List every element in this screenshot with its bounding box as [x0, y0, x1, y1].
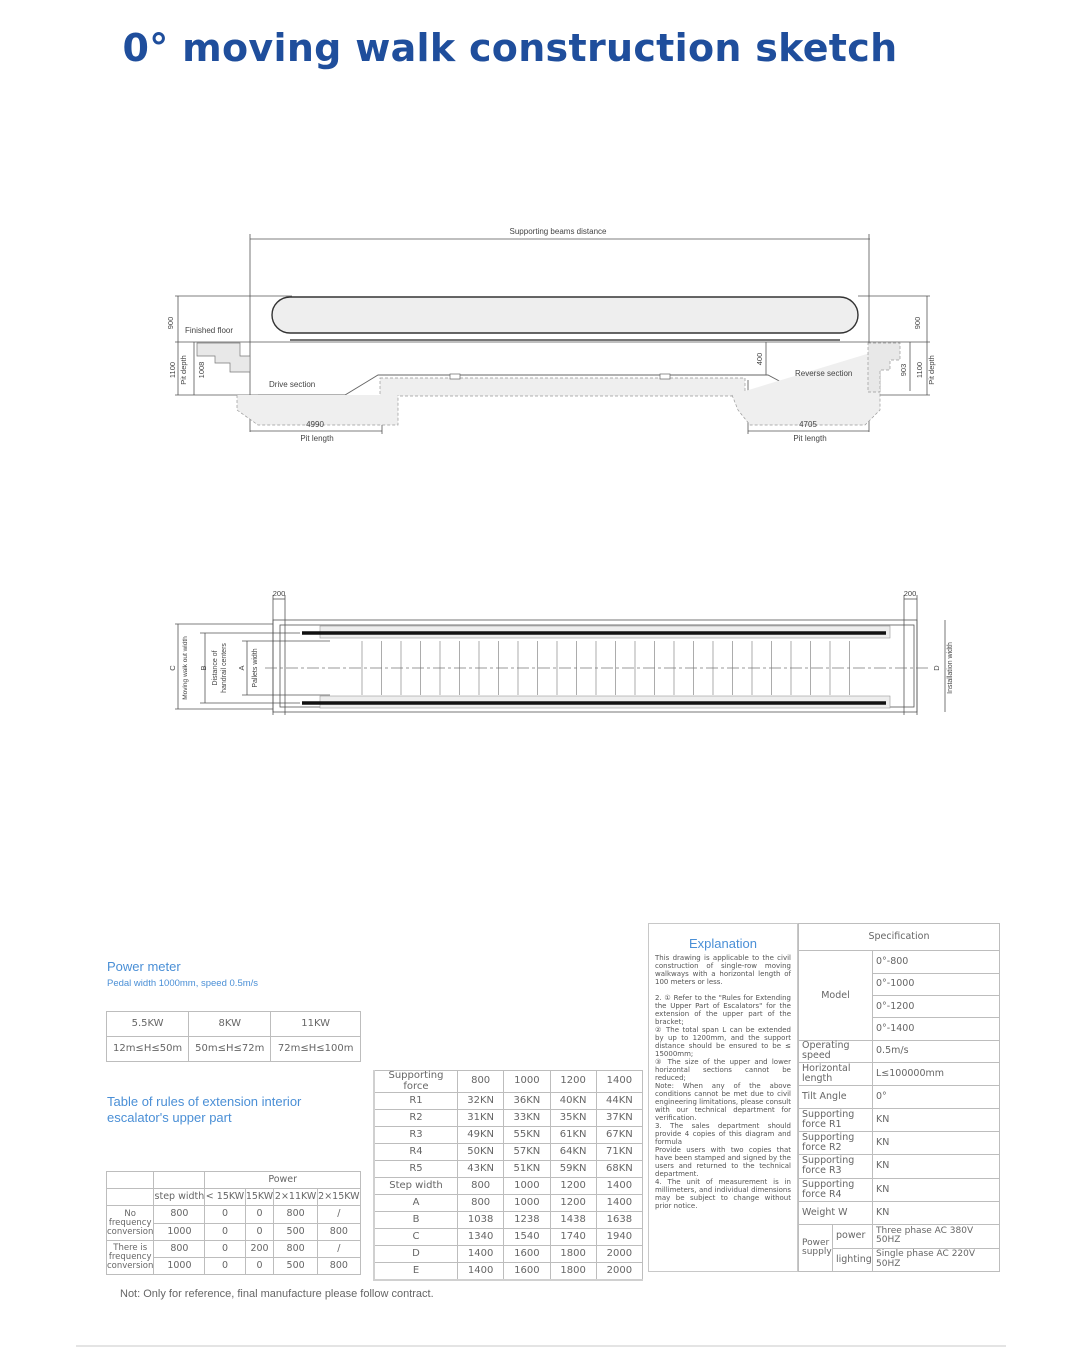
- col-header: 2×15KW: [317, 1189, 360, 1206]
- cell: 1400: [458, 1263, 504, 1281]
- left-pit-length-value: 4990: [306, 420, 324, 429]
- b-label-2: handrail centers: [221, 643, 228, 693]
- power-meter-subtitle: Pedal width 1000mm, speed 0.5m/s: [107, 978, 259, 989]
- group-label: There is frequency conversion: [107, 1240, 154, 1274]
- table-header-row: [374, 1071, 643, 1093]
- cell: 67KN: [596, 1127, 642, 1144]
- power-meter-title: Power meter: [107, 959, 181, 974]
- table-row: [374, 1246, 643, 1263]
- header-cell: 1400: [596, 1071, 642, 1093]
- row-label: R5: [374, 1161, 458, 1178]
- cell: 1400: [596, 1178, 642, 1195]
- left-1100-dim: 1100: [168, 361, 177, 379]
- cell: 1238: [504, 1212, 550, 1229]
- right-pit-length-label: Pit length: [793, 434, 827, 443]
- cell: 0: [205, 1223, 245, 1240]
- pm-header: 8KW: [189, 1012, 271, 1037]
- cell: 1000: [154, 1223, 205, 1240]
- cell: 1540: [504, 1229, 550, 1246]
- cell: 800: [154, 1206, 205, 1223]
- explanation-paragraph: ② The total span L can be extended by up to 1200mm, and the support distance should be ensured to be ≤ 15000mm;: [655, 1026, 791, 1058]
- model-value: 0°-1000: [873, 973, 1000, 995]
- explanation-paragraph: Note: When any of the above conditions cannot be met due to civil engineering limitations, please consult with our technical department for verification.: [655, 1082, 791, 1122]
- power-label: power: [833, 1225, 873, 1248]
- plan-view-drawing: [0, 585, 1080, 720]
- row-label: B: [374, 1212, 458, 1229]
- spec-value: KN: [873, 1131, 1000, 1154]
- row-label: Step width: [374, 1178, 458, 1195]
- row-label: R3: [374, 1127, 458, 1144]
- right-200-dim: 200: [903, 589, 917, 598]
- footer-divider: [76, 1345, 1006, 1347]
- spec-value: L≤100000mm: [873, 1062, 1000, 1085]
- explanation-paragraph: Provide users with two copies that have been stamped and signed by the users and returned to the technical department.: [655, 1146, 791, 1178]
- cell: 1200: [550, 1178, 596, 1195]
- spec-label: Supporting force R3: [799, 1155, 873, 1178]
- header-cell: 1000: [504, 1071, 550, 1093]
- extension-table: [106, 1171, 361, 1275]
- col-header: step width: [154, 1189, 205, 1206]
- row-label: C: [374, 1229, 458, 1246]
- cell: 1340: [458, 1229, 504, 1246]
- cell: 57KN: [504, 1144, 550, 1161]
- group-label: No frequency conversion: [107, 1206, 154, 1240]
- cell: 0: [205, 1240, 245, 1257]
- table-row: [374, 1212, 643, 1229]
- cell: 800: [317, 1223, 360, 1240]
- reverse-section-label: Reverse section: [795, 369, 853, 378]
- cell: 51KN: [504, 1161, 550, 1178]
- right-903-dim: 903: [899, 363, 908, 377]
- header-cell: 1200: [550, 1071, 596, 1093]
- spec-value: 0.5m/s: [873, 1040, 1000, 1062]
- supporting-force-table: [373, 1070, 643, 1281]
- explanation-paragraph: 3. The sales department should provide 4 copies of this diagram and formula: [655, 1122, 791, 1146]
- model-value: 0°-1400: [873, 1018, 1000, 1040]
- cell: 200: [245, 1240, 274, 1257]
- table-row: [374, 1127, 643, 1144]
- table-row: [374, 1178, 643, 1195]
- spec-label: Horizontal length: [799, 1062, 873, 1085]
- left-900-dim: 900: [166, 316, 175, 330]
- extension-title-line2: escalator's upper part: [107, 1110, 232, 1125]
- cell: 37KN: [596, 1110, 642, 1127]
- spec-value: KN: [873, 1201, 1000, 1224]
- cell: 1940: [596, 1229, 642, 1246]
- table-row: [374, 1195, 643, 1212]
- cell: 1800: [550, 1246, 596, 1263]
- cell: 0: [205, 1206, 245, 1223]
- page-title: 0° moving walk construction sketch: [122, 26, 898, 70]
- spec-value: KN: [873, 1108, 1000, 1131]
- explanation-paragraph: ③ The size of the upper and lower horizontal sections cannot be reduced;: [655, 1058, 791, 1082]
- spec-label: Weight W: [799, 1201, 873, 1224]
- cell: /: [317, 1206, 360, 1223]
- power-header: Power: [205, 1172, 361, 1189]
- spec-label: Supporting force R1: [799, 1108, 873, 1131]
- cell: 44KN: [596, 1093, 642, 1110]
- model-value: 0°-1200: [873, 996, 1000, 1018]
- col-header: 15KW: [245, 1189, 274, 1206]
- spec-label: Supporting force R4: [799, 1178, 873, 1201]
- cell: 0: [245, 1257, 274, 1274]
- table-row: [374, 1110, 643, 1127]
- cell: 40KN: [550, 1093, 596, 1110]
- cell: 500: [274, 1223, 317, 1240]
- cell: 1038: [458, 1212, 504, 1229]
- beam-distance-label: Supporting beams distance: [509, 227, 607, 236]
- cell: 61KN: [550, 1127, 596, 1144]
- spec-value: KN: [873, 1155, 1000, 1178]
- b-letter: B: [199, 665, 208, 671]
- cell: 0: [245, 1223, 274, 1240]
- explanation-paragraph: This drawing is applicable to the civil construction of single-row moving walkways with a horizontal length of 100 meters or less.: [655, 954, 791, 986]
- explanation-title: Explanation: [689, 936, 757, 951]
- cell: 55KN: [504, 1127, 550, 1144]
- right-pit-length-value: 4705: [799, 420, 817, 429]
- pm-header: 11KW: [271, 1012, 361, 1037]
- row-label: R2: [374, 1110, 458, 1127]
- drive-section-label: Drive section: [269, 380, 316, 389]
- a-label: Pallets width: [252, 648, 259, 688]
- extension-table-title: [107, 1094, 301, 1126]
- table-row: [374, 1229, 643, 1246]
- lighting-label: lighting: [833, 1248, 873, 1271]
- pm-range: 12m≤H≤50m: [107, 1037, 189, 1062]
- explanation-body: [649, 951, 797, 1210]
- spec-label: Operating speed: [799, 1040, 873, 1062]
- table-row: [374, 1161, 643, 1178]
- cell: 500: [274, 1257, 317, 1274]
- left-pit-length-label: Pit length: [300, 434, 334, 443]
- side-view-drawing: [0, 220, 1080, 450]
- power-value: Three phase AC 380V 50HZ: [873, 1225, 1000, 1248]
- row-label: D: [374, 1246, 458, 1263]
- cell: 1400: [596, 1195, 642, 1212]
- col-header: < 15KW: [205, 1189, 245, 1206]
- explanation-paragraph: 2. ① Refer to the "Rules for Extending the Upper Part of Escalators" for the extension of the upper part of the bracket;: [655, 994, 791, 1026]
- cell: 800: [154, 1240, 205, 1257]
- left-pit-depth-label: Pit depth: [179, 355, 188, 385]
- mid-400-dim: 400: [755, 352, 764, 366]
- row-label: R1: [374, 1093, 458, 1110]
- c-letter: C: [168, 665, 177, 671]
- cell: 33KN: [504, 1110, 550, 1127]
- cell: 68KN: [596, 1161, 642, 1178]
- d-letter: D: [932, 665, 941, 671]
- spec-header: Specification: [799, 924, 1000, 951]
- header-cell: 800: [458, 1071, 504, 1093]
- table-row: [107, 1240, 361, 1257]
- cell: 1400: [458, 1246, 504, 1263]
- cell: 43KN: [458, 1161, 504, 1178]
- cell: 800: [458, 1195, 504, 1212]
- cell: 31KN: [458, 1110, 504, 1127]
- cell: 59KN: [550, 1161, 596, 1178]
- cell: 1600: [504, 1263, 550, 1281]
- footer-note: Not: Only for reference, final manufacture please follow contract.: [120, 1288, 434, 1300]
- cell: 0: [245, 1206, 274, 1223]
- table-row: [374, 1144, 643, 1161]
- cell: 800: [317, 1257, 360, 1274]
- right-900-dim: 900: [913, 316, 922, 330]
- explanation-paragraph: 4. The unit of measurement is in millimeters, and individual dimensions may be subject to change without prior notice.: [655, 1178, 791, 1210]
- row-label: E: [374, 1263, 458, 1281]
- col-header: 2×11KW: [274, 1189, 317, 1206]
- cell: 1000: [504, 1178, 550, 1195]
- cell: 2000: [596, 1246, 642, 1263]
- cell: 1638: [596, 1212, 642, 1229]
- cell: 0: [205, 1257, 245, 1274]
- cell: 1800: [550, 1263, 596, 1281]
- right-1100-dim: 1100: [915, 361, 924, 379]
- header-cell: Supporting force: [374, 1071, 458, 1093]
- cell: 35KN: [550, 1110, 596, 1127]
- spec-label: Tilt Angle: [799, 1086, 873, 1108]
- lighting-value: Single phase AC 220V 50HZ: [873, 1248, 1000, 1271]
- right-pit-depth-label: Pit depth: [927, 355, 936, 385]
- model-value: 0°-800: [873, 951, 1000, 973]
- cell: 64KN: [550, 1144, 596, 1161]
- cell: 50KN: [458, 1144, 504, 1161]
- b-label-1: Distance of: [212, 650, 219, 686]
- pm-range: 72m≤H≤100m: [271, 1037, 361, 1062]
- cell: 49KN: [458, 1127, 504, 1144]
- table-row: [374, 1263, 643, 1281]
- cell: 1740: [550, 1229, 596, 1246]
- cell: 1600: [504, 1246, 550, 1263]
- table-row: [374, 1093, 643, 1110]
- explanation-panel: [648, 923, 798, 1272]
- left-200-dim: 200: [272, 589, 286, 598]
- cell: 36KN: [504, 1093, 550, 1110]
- cell: 800: [274, 1240, 317, 1257]
- spec-value: 0°: [873, 1086, 1000, 1108]
- cell: 2000: [596, 1263, 642, 1281]
- finished-floor-label: Finished floor: [185, 326, 234, 335]
- cell: 800: [458, 1178, 504, 1195]
- d-label: Installation width: [947, 642, 954, 694]
- cell: 32KN: [458, 1093, 504, 1110]
- a-letter: A: [237, 665, 246, 671]
- row-label: A: [374, 1195, 458, 1212]
- left-1008-dim: 1008: [197, 361, 206, 379]
- cell: 1000: [504, 1195, 550, 1212]
- power-meter-table: [106, 1011, 361, 1062]
- cell: 1438: [550, 1212, 596, 1229]
- cell: 1000: [154, 1257, 205, 1274]
- cell: 71KN: [596, 1144, 642, 1161]
- model-label: Model: [799, 951, 873, 1040]
- handrail-shape: [272, 297, 858, 333]
- row-label: R4: [374, 1144, 458, 1161]
- extension-title-line1: Table of rules of extension interior: [107, 1094, 302, 1109]
- specification-table: [798, 923, 1000, 1272]
- pm-range: 50m≤H≤72m: [189, 1037, 271, 1062]
- cell: 1200: [550, 1195, 596, 1212]
- power-supply-label: Power supply: [799, 1225, 833, 1272]
- spec-value: KN: [873, 1178, 1000, 1201]
- spec-label: Supporting force R2: [799, 1131, 873, 1154]
- pm-header: 5.5KW: [107, 1012, 189, 1037]
- table-row: [107, 1206, 361, 1223]
- cell: 800: [274, 1206, 317, 1223]
- c-label: Moving walk out width: [182, 636, 189, 700]
- cell: /: [317, 1240, 360, 1257]
